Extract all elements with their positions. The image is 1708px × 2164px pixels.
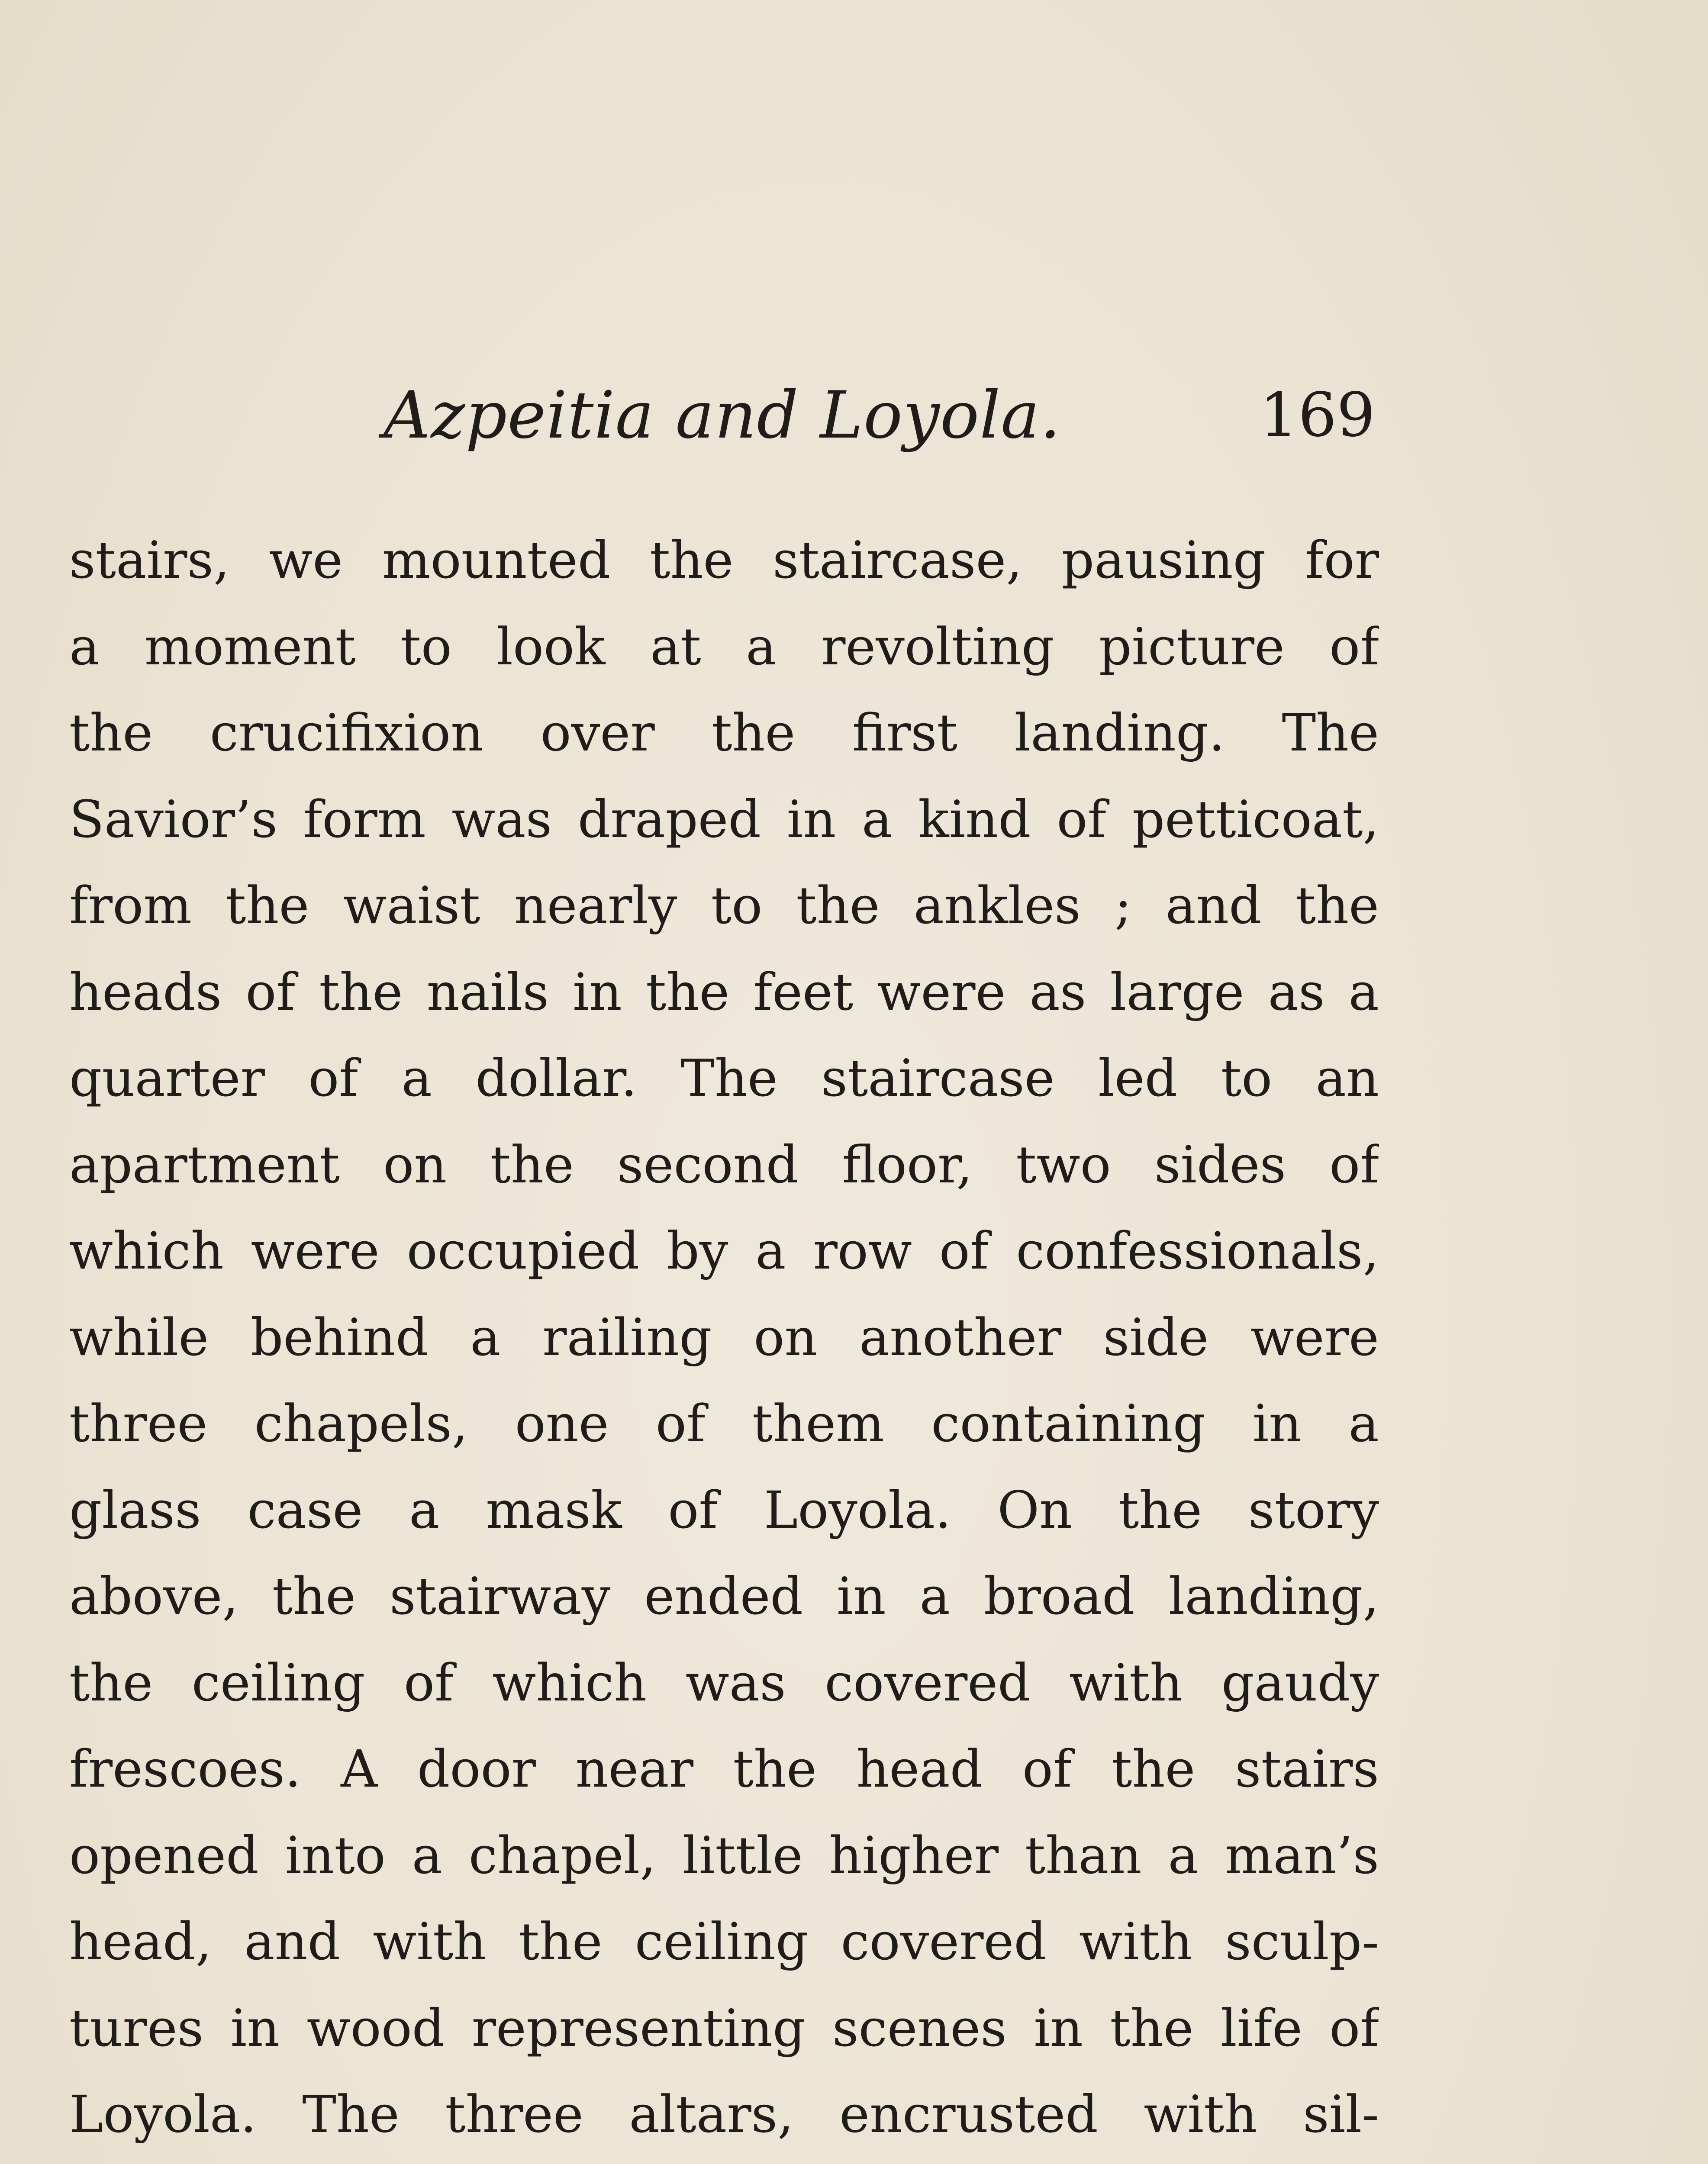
text-line: Loyola. The three altars, encrusted with sil- — [69, 2084, 1379, 2144]
body-text — [69, 517, 1379, 2164]
text-line: Savior’s form was draped in a kind of petticoat, — [69, 789, 1379, 849]
text-line: opened into a chapel, little higher than a man’s — [69, 1825, 1379, 1885]
text-line: which were occupied by a row of confessionals, — [69, 1221, 1379, 1281]
text-line: frescoes. A door near the head of the stairs — [69, 1739, 1379, 1799]
text-line: the ceiling of which was covered with gaudy — [69, 1652, 1379, 1713]
running-head — [0, 372, 1708, 459]
text-line: a moment to look at a revolting picture of — [69, 616, 1379, 676]
text-line: heads of the nails in the feet were as large as a — [69, 962, 1379, 1022]
text-line: glass case a mask of Loyola. On the story — [69, 1480, 1379, 1540]
text-line: quarter of a dollar. The staircase led to an — [69, 1048, 1379, 1108]
text-line: head, and with the ceiling covered with sculp- — [69, 1912, 1379, 1971]
text-line: apartment on the second floor, two sides of — [69, 1134, 1379, 1195]
text-line — [69, 2158, 1379, 2164]
text-line: tures in wood representing scenes in the life of — [69, 1998, 1379, 2058]
text-line: the crucifixion over the first landing. The — [69, 703, 1379, 763]
text-line: from the waist nearly to the ankles ; and the — [69, 876, 1379, 935]
text-line: three chapels, one of them containing in a — [69, 1394, 1379, 1453]
running-title: Azpeitia and Loyola. — [383, 378, 1061, 453]
text-line: stairs, we mounted the staircase, pausing for — [69, 530, 1379, 590]
text-line: above, the stairway ended in a broad landing, — [69, 1566, 1379, 1626]
text-line: while behind a railing on another side were — [69, 1307, 1379, 1367]
page-number: 169 — [1260, 380, 1376, 451]
